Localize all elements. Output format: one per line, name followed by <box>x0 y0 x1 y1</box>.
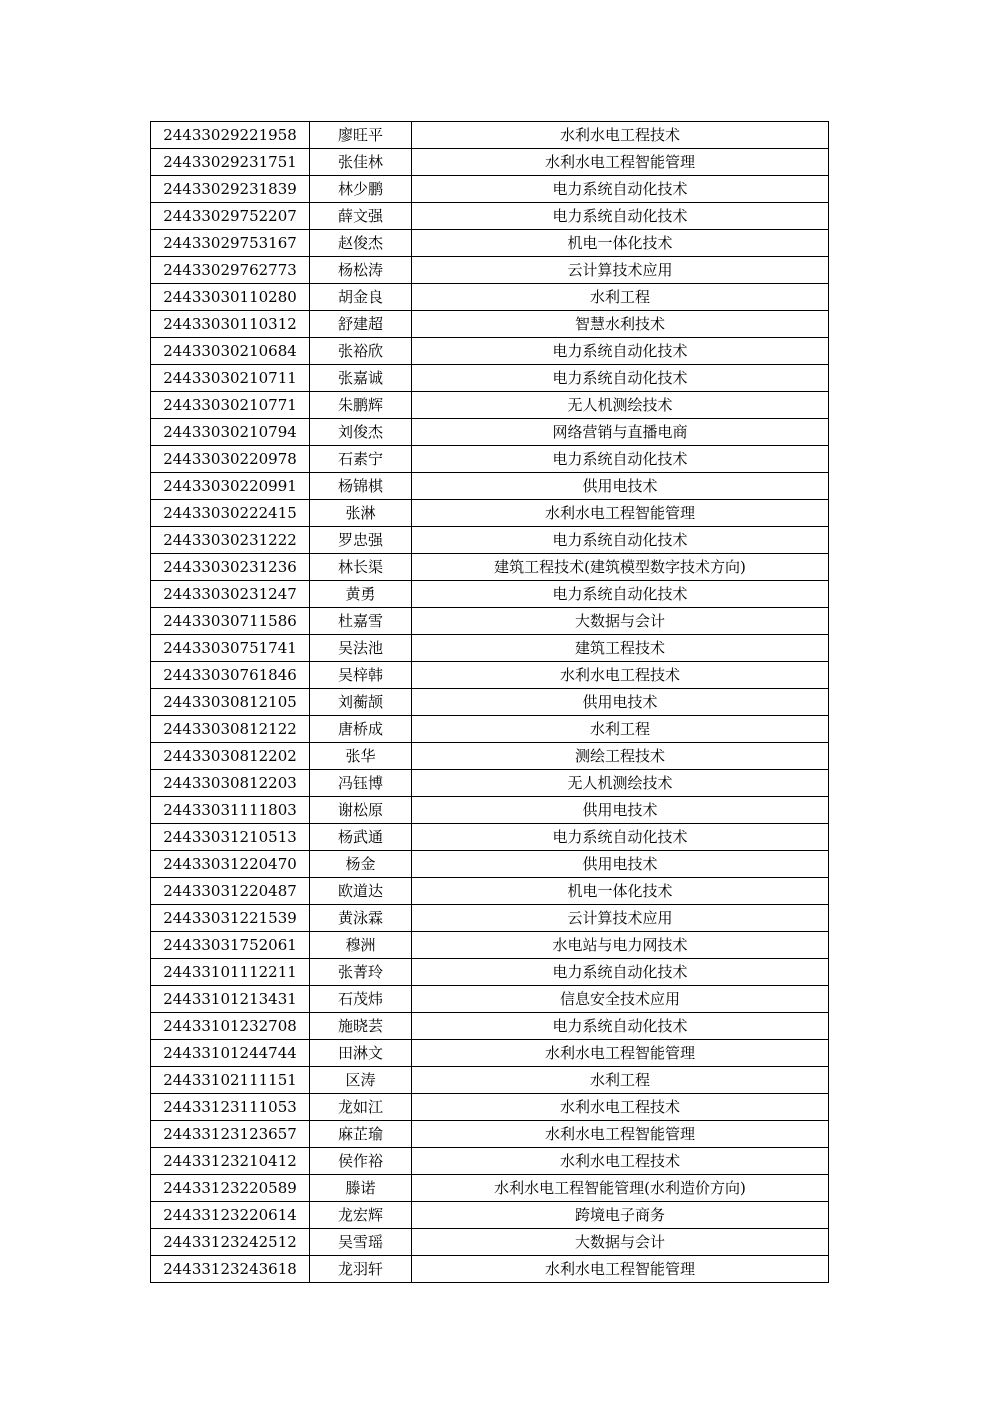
student-id-cell: 24433030812122 <box>151 716 310 743</box>
table-row <box>151 1202 829 1229</box>
table-row <box>151 797 829 824</box>
student-name-cell: 舒建超 <box>310 311 412 338</box>
student-name-cell: 吴雪瑶 <box>310 1229 412 1256</box>
student-name-cell: 杨武通 <box>310 824 412 851</box>
table-row <box>151 1175 829 1202</box>
student-id-cell: 24433030812203 <box>151 770 310 797</box>
table-row <box>151 554 829 581</box>
table-row <box>151 986 829 1013</box>
student-id-cell: 24433030110280 <box>151 284 310 311</box>
student-id-cell: 24433031111803 <box>151 797 310 824</box>
major-cell: 水利工程 <box>412 284 829 311</box>
table-row <box>151 1013 829 1040</box>
major-cell: 水利水电工程智能管理 <box>412 1121 829 1148</box>
major-cell: 无人机测绘技术 <box>412 392 829 419</box>
major-cell: 大数据与会计 <box>412 608 829 635</box>
student-id-cell: 24433123220589 <box>151 1175 310 1202</box>
major-cell: 智慧水利技术 <box>412 311 829 338</box>
student-name-cell: 林长渠 <box>310 554 412 581</box>
student-id-cell: 24433031221539 <box>151 905 310 932</box>
table-body <box>151 122 829 1283</box>
student-name-cell: 张华 <box>310 743 412 770</box>
student-name-cell: 唐桥成 <box>310 716 412 743</box>
major-cell: 水利水电工程智能管理 <box>412 1256 829 1283</box>
student-id-cell: 24433031220487 <box>151 878 310 905</box>
student-name-cell: 杨松涛 <box>310 257 412 284</box>
student-id-cell: 24433030761846 <box>151 662 310 689</box>
table-row <box>151 608 829 635</box>
major-cell: 水利工程 <box>412 1067 829 1094</box>
student-id-cell: 24433030711586 <box>151 608 310 635</box>
student-name-cell: 张嘉诚 <box>310 365 412 392</box>
student-id-cell: 24433123111053 <box>151 1094 310 1121</box>
major-cell: 水利水电工程技术 <box>412 1148 829 1175</box>
student-name-cell: 滕诺 <box>310 1175 412 1202</box>
major-cell: 水利水电工程智能管理 <box>412 149 829 176</box>
major-cell: 电力系统自动化技术 <box>412 1013 829 1040</box>
student-name-cell: 薛文强 <box>310 203 412 230</box>
major-cell: 无人机测绘技术 <box>412 770 829 797</box>
table-row <box>151 473 829 500</box>
student-name-cell: 区涛 <box>310 1067 412 1094</box>
table-row <box>151 635 829 662</box>
student-id-cell: 24433029762773 <box>151 257 310 284</box>
student-name-cell: 吴梓韩 <box>310 662 412 689</box>
table-row <box>151 176 829 203</box>
student-name-cell: 冯钰博 <box>310 770 412 797</box>
student-id-cell: 24433030210771 <box>151 392 310 419</box>
student-name-cell: 龙羽轩 <box>310 1256 412 1283</box>
student-name-cell: 张淋 <box>310 500 412 527</box>
student-id-cell: 24433123210412 <box>151 1148 310 1175</box>
student-name-cell: 施晓芸 <box>310 1013 412 1040</box>
student-name-cell: 廖旺平 <box>310 122 412 149</box>
student-id-cell: 24433029231839 <box>151 176 310 203</box>
student-name-cell: 龙如江 <box>310 1094 412 1121</box>
student-id-cell: 24433030222415 <box>151 500 310 527</box>
table-row <box>151 662 829 689</box>
major-cell: 测绘工程技术 <box>412 743 829 770</box>
student-id-cell: 24433030210794 <box>151 419 310 446</box>
table-row <box>151 932 829 959</box>
student-id-cell: 24433123242512 <box>151 1229 310 1256</box>
table-row <box>151 959 829 986</box>
table-row <box>151 230 829 257</box>
student-name-cell: 赵俊杰 <box>310 230 412 257</box>
student-id-cell: 24433030210684 <box>151 338 310 365</box>
major-cell: 网络营销与直播电商 <box>412 419 829 446</box>
student-id-cell: 24433101112211 <box>151 959 310 986</box>
student-id-cell: 24433030220978 <box>151 446 310 473</box>
major-cell: 电力系统自动化技术 <box>412 581 829 608</box>
major-cell: 水利水电工程智能管理 <box>412 1040 829 1067</box>
student-name-cell: 麻芷瑜 <box>310 1121 412 1148</box>
major-cell: 水利工程 <box>412 716 829 743</box>
student-id-cell: 24433030231236 <box>151 554 310 581</box>
student-id-cell: 24433101213431 <box>151 986 310 1013</box>
table-row <box>151 527 829 554</box>
major-cell: 电力系统自动化技术 <box>412 203 829 230</box>
student-name-cell: 侯作裕 <box>310 1148 412 1175</box>
major-cell: 跨境电子商务 <box>412 1202 829 1229</box>
major-cell: 水电站与电力网技术 <box>412 932 829 959</box>
major-cell: 供用电技术 <box>412 797 829 824</box>
major-cell: 水利水电工程技术 <box>412 1094 829 1121</box>
table-row <box>151 392 829 419</box>
major-cell: 机电一体化技术 <box>412 878 829 905</box>
student-id-cell: 24433029231751 <box>151 149 310 176</box>
table-row <box>151 581 829 608</box>
table-row <box>151 203 829 230</box>
major-cell: 电力系统自动化技术 <box>412 338 829 365</box>
student-name-cell: 黄勇 <box>310 581 412 608</box>
student-id-cell: 24433123123657 <box>151 1121 310 1148</box>
table-row <box>151 365 829 392</box>
student-name-cell: 朱鹏辉 <box>310 392 412 419</box>
table-row <box>151 1148 829 1175</box>
student-name-cell: 杨锦棋 <box>310 473 412 500</box>
student-name-cell: 杜嘉雪 <box>310 608 412 635</box>
table-row <box>151 743 829 770</box>
major-cell: 供用电技术 <box>412 851 829 878</box>
table-row <box>151 284 829 311</box>
student-id-cell: 24433030231247 <box>151 581 310 608</box>
major-cell: 水利水电工程技术 <box>412 662 829 689</box>
student-id-cell: 24433031220470 <box>151 851 310 878</box>
table-row <box>151 1040 829 1067</box>
table-row <box>151 1094 829 1121</box>
student-id-cell: 24433101244744 <box>151 1040 310 1067</box>
major-cell: 供用电技术 <box>412 473 829 500</box>
student-name-cell: 石茂炜 <box>310 986 412 1013</box>
student-name-cell: 张裕欣 <box>310 338 412 365</box>
table-row <box>151 149 829 176</box>
table-row <box>151 851 829 878</box>
table-row <box>151 905 829 932</box>
major-cell: 云计算技术应用 <box>412 905 829 932</box>
table-row <box>151 311 829 338</box>
major-cell: 电力系统自动化技术 <box>412 365 829 392</box>
student-id-cell: 24433030220991 <box>151 473 310 500</box>
student-id-cell: 24433123243618 <box>151 1256 310 1283</box>
major-cell: 电力系统自动化技术 <box>412 824 829 851</box>
major-cell: 大数据与会计 <box>412 1229 829 1256</box>
student-id-cell: 24433030812105 <box>151 689 310 716</box>
major-cell: 电力系统自动化技术 <box>412 446 829 473</box>
student-id-cell: 24433102111151 <box>151 1067 310 1094</box>
table-row <box>151 122 829 149</box>
table-row <box>151 446 829 473</box>
major-cell: 水利水电工程技术 <box>412 122 829 149</box>
student-name-cell: 刘俊杰 <box>310 419 412 446</box>
student-id-cell: 24433030210711 <box>151 365 310 392</box>
table-row <box>151 419 829 446</box>
student-name-cell: 杨金 <box>310 851 412 878</box>
major-cell: 信息安全技术应用 <box>412 986 829 1013</box>
student-table <box>150 121 829 1283</box>
table-row <box>151 1121 829 1148</box>
major-cell: 建筑工程技术(建筑模型数字技术方向) <box>412 554 829 581</box>
table-row <box>151 500 829 527</box>
table-row <box>151 1229 829 1256</box>
table-row <box>151 689 829 716</box>
student-name-cell: 石素宁 <box>310 446 412 473</box>
student-name-cell: 刘蘅颉 <box>310 689 412 716</box>
student-name-cell: 吴法池 <box>310 635 412 662</box>
student-id-cell: 24433031210513 <box>151 824 310 851</box>
major-cell: 云计算技术应用 <box>412 257 829 284</box>
table-row <box>151 1256 829 1283</box>
major-cell: 电力系统自动化技术 <box>412 959 829 986</box>
student-id-cell: 24433101232708 <box>151 1013 310 1040</box>
student-id-cell: 24433029221958 <box>151 122 310 149</box>
table-row <box>151 338 829 365</box>
student-id-cell: 24433029752207 <box>151 203 310 230</box>
table-row <box>151 1067 829 1094</box>
major-cell: 电力系统自动化技术 <box>412 527 829 554</box>
student-id-cell: 24433030751741 <box>151 635 310 662</box>
student-name-cell: 林少鹏 <box>310 176 412 203</box>
table-row <box>151 824 829 851</box>
table-row <box>151 716 829 743</box>
student-name-cell: 谢松原 <box>310 797 412 824</box>
major-cell: 供用电技术 <box>412 689 829 716</box>
major-cell: 电力系统自动化技术 <box>412 176 829 203</box>
student-name-cell: 张菁玲 <box>310 959 412 986</box>
student-name-cell: 胡金良 <box>310 284 412 311</box>
student-name-cell: 田淋文 <box>310 1040 412 1067</box>
table-row <box>151 257 829 284</box>
student-name-cell: 张佳林 <box>310 149 412 176</box>
table-row <box>151 878 829 905</box>
student-id-cell: 24433030231222 <box>151 527 310 554</box>
student-id-cell: 24433031752061 <box>151 932 310 959</box>
student-name-cell: 罗忠强 <box>310 527 412 554</box>
student-name-cell: 欧道达 <box>310 878 412 905</box>
major-cell: 水利水电工程智能管理(水利造价方向) <box>412 1175 829 1202</box>
major-cell: 水利水电工程智能管理 <box>412 500 829 527</box>
major-cell: 机电一体化技术 <box>412 230 829 257</box>
student-name-cell: 穆洲 <box>310 932 412 959</box>
table-row <box>151 770 829 797</box>
major-cell: 建筑工程技术 <box>412 635 829 662</box>
student-id-cell: 24433123220614 <box>151 1202 310 1229</box>
student-id-cell: 24433029753167 <box>151 230 310 257</box>
student-id-cell: 24433030812202 <box>151 743 310 770</box>
student-id-cell: 24433030110312 <box>151 311 310 338</box>
student-name-cell: 黄泳霖 <box>310 905 412 932</box>
student-name-cell: 龙宏辉 <box>310 1202 412 1229</box>
